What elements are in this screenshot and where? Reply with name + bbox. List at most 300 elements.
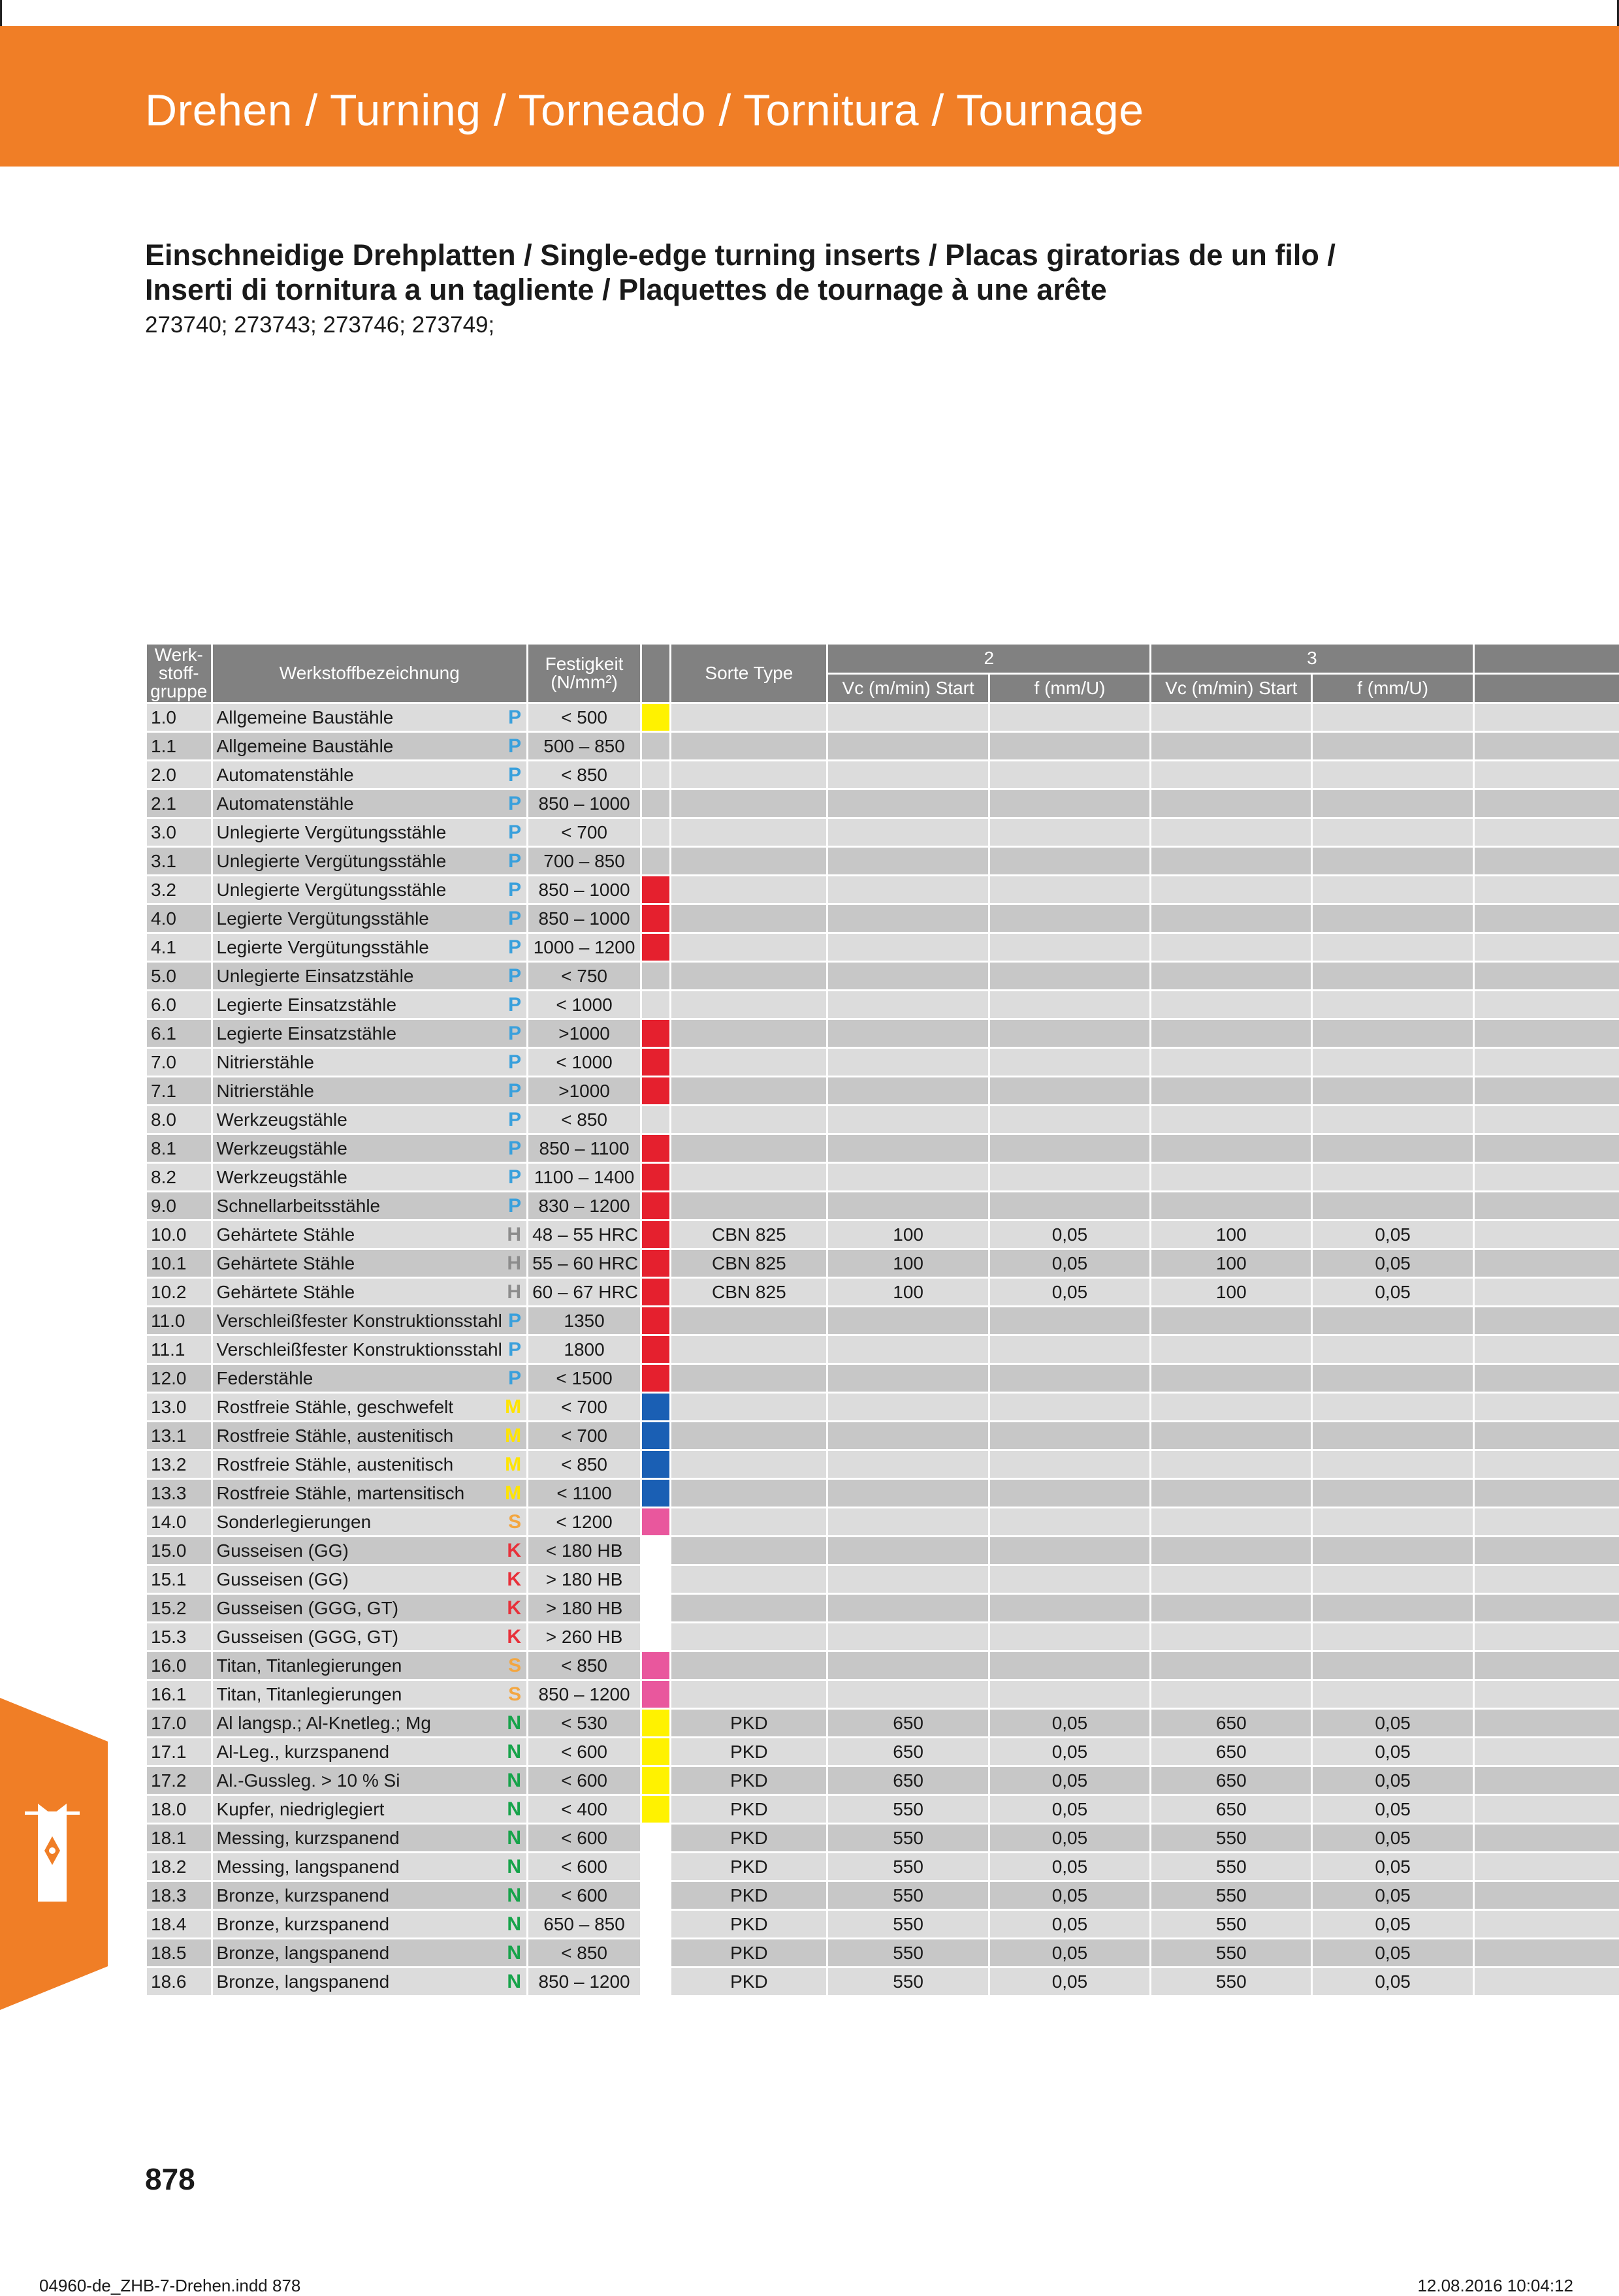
material-name: Gehärtete Stähle [216,1281,355,1302]
grade-cell: PKD [671,1939,826,1966]
material-group-cell: 18.5 [147,1939,211,1966]
feed-size3-cell: 0,05 [1313,1911,1472,1937]
strength-cell: 850 – 1200 [528,1681,640,1708]
strength-cell: 650 – 850 [528,1911,640,1937]
header-vc-2: Vc (m/min) Start [828,675,987,703]
feed-size2-cell: 0,05 [990,1710,1149,1736]
grade-cell [671,1106,826,1133]
material-name-cell [213,819,527,846]
grade-cell [671,1020,826,1047]
material-color-marker [642,1911,669,1937]
grade-cell [671,1422,826,1449]
material-group-cell: 14.0 [147,1508,211,1535]
vc-size3-cell [1151,1365,1311,1392]
table-row [147,1365,1619,1392]
table-row [147,1508,1619,1535]
iso-group-letter: M [505,1395,522,1418]
strength-cell: < 180 HB [528,1537,640,1564]
material-name: Unlegierte Vergütungsstähle [216,879,447,900]
feed-size2-cell [990,819,1149,846]
grade-cell [671,1336,826,1363]
vc-size3-cell [1151,1164,1311,1190]
feed-size2-cell: 0,05 [990,1738,1149,1765]
material-name-cell [213,1480,527,1507]
vc-size2-cell [828,1020,987,1047]
header-empty [1475,645,1619,673]
table-row [147,1221,1619,1248]
material-group-cell: 11.0 [147,1307,211,1334]
empty-cell [1475,1451,1619,1478]
feed-size2-cell [990,1336,1149,1363]
vc-size2-cell [828,963,987,989]
strength-cell: < 600 [528,1882,640,1909]
material-color-marker [642,991,669,1018]
strength-cell: 1100 – 1400 [528,1164,640,1190]
empty-cell [1475,1623,1619,1650]
page-number: 878 [145,2162,195,2196]
material-color-marker [642,876,669,903]
feed-size3-cell [1313,733,1472,759]
material-color-marker [642,1537,669,1564]
table-body [147,704,1619,1995]
iso-group-letter: P [508,1338,522,1360]
strength-cell: < 700 [528,1422,640,1449]
material-group-cell: 8.0 [147,1106,211,1133]
grade-cell [671,1135,826,1162]
material-group-cell: 7.0 [147,1049,211,1076]
iso-group-letter: S [508,1683,522,1705]
empty-cell [1475,1020,1619,1047]
feed-size2-cell [990,1422,1149,1449]
crop-mark-left [0,0,2,26]
empty-cell [1475,1307,1619,1334]
empty-cell [1475,1480,1619,1507]
iso-group-letter: H [507,1223,522,1245]
material-color-marker [642,1135,669,1162]
material-name: Gusseisen (GG) [216,1569,349,1589]
feed-size3-cell [1313,1049,1472,1076]
feed-size2-cell [990,876,1149,903]
grade-cell [671,790,826,817]
material-color-marker [642,1365,669,1392]
material-name: Gehärtete Stähle [216,1252,355,1273]
material-group-cell: 15.2 [147,1595,211,1621]
table-row [147,1968,1619,1995]
feed-size2-cell [990,1049,1149,1076]
material-name: Verschleißfester Konstruktionsstahl [216,1339,502,1360]
material-color-marker [642,1020,669,1047]
feed-size3-cell [1313,1595,1472,1621]
grade-cell [671,963,826,989]
grade-cell [671,1595,826,1621]
feed-size2-cell: 0,05 [990,1279,1149,1305]
vc-size3-cell: 650 [1151,1767,1311,1794]
table-row [147,1250,1619,1277]
vc-size2-cell [828,1623,987,1650]
feed-size3-cell [1313,1307,1472,1334]
empty-cell [1475,819,1619,846]
material-name-cell [213,1508,527,1535]
material-group-cell: 18.4 [147,1911,211,1937]
feed-size3-cell [1313,1422,1472,1449]
material-group-cell: 5.0 [147,963,211,989]
material-name: Gusseisen (GGG, GT) [216,1626,399,1647]
material-color-marker [642,1221,669,1248]
material-group-cell: 7.1 [147,1077,211,1104]
material-color-marker [642,1307,669,1334]
material-name: Bronze, kurzspanend [216,1913,390,1934]
table-row [147,1681,1619,1708]
material-name: Federstähle [216,1367,313,1388]
empty-cell [1475,1508,1619,1535]
iso-group-letter: N [507,1970,522,1992]
empty-cell [1475,790,1619,817]
vc-size2-cell [828,934,987,961]
material-name: Allgemeine Baustähle [216,707,394,727]
table-row [147,1595,1619,1621]
material-group-cell: 2.1 [147,790,211,817]
iso-group-letter: K [507,1568,522,1590]
iso-group-letter: P [508,1194,522,1217]
table-row [147,1652,1619,1679]
material-name-cell [213,1623,527,1650]
feed-size2-cell [990,761,1149,788]
material-group-cell: 17.0 [147,1710,211,1736]
material-group-cell: 15.0 [147,1537,211,1564]
table-row [147,1710,1619,1736]
header-empty-2 [1475,675,1619,703]
table-row [147,1738,1619,1765]
table-row [147,848,1619,874]
table-row [147,733,1619,759]
feed-size3-cell [1313,1394,1472,1420]
iso-group-letter: P [508,735,522,757]
table-row [147,790,1619,817]
vc-size2-cell [828,1135,987,1162]
feed-size3-cell [1313,963,1472,989]
feed-size2-cell [990,1451,1149,1478]
material-name-cell [213,1796,527,1823]
iso-group-letter: P [508,1166,522,1188]
table-row [147,1451,1619,1478]
material-name-cell [213,1135,527,1162]
empty-cell [1475,1767,1619,1794]
feed-size3-cell [1313,1192,1472,1219]
table-row [147,1077,1619,1104]
material-name-cell [213,848,527,874]
vc-size2-cell [828,704,987,731]
table-row [147,1135,1619,1162]
material-name-cell [213,1911,527,1937]
material-color-marker [642,1422,669,1449]
strength-cell: > 180 HB [528,1566,640,1593]
vc-size2-cell [828,1106,987,1133]
table-row [147,1394,1619,1420]
header-f-3: f (mm/U) [1313,675,1472,703]
vc-size2-cell: 550 [828,1968,987,1995]
vc-size3-cell [1151,905,1311,932]
material-name: Messing, langspanend [216,1856,400,1877]
material-name: Automatenstähle [216,764,354,785]
vc-size2-cell: 550 [828,1882,987,1909]
table-row [147,1825,1619,1851]
material-name-cell [213,963,527,989]
subtitle-line-2: Inserti di tornitura a un tagliente / Plaquettes de tournage à une arête [145,273,1107,306]
header-grade: Sorte Type [671,645,826,702]
table-row [147,934,1619,961]
vc-size2-cell [828,790,987,817]
feed-size2-cell [990,1106,1149,1133]
table-row [147,1939,1619,1966]
table-row [147,1623,1619,1650]
material-color-marker [642,1049,669,1076]
material-name: Titan, Titanlegierungen [216,1655,402,1676]
cutting-data-table [145,643,1619,1997]
material-name-cell [213,1020,527,1047]
strength-cell: < 700 [528,819,640,846]
grade-cell [671,1451,826,1478]
iso-group-letter: K [507,1625,522,1648]
vc-size3-cell [1151,1451,1311,1478]
material-name: Al.-Gussleg. > 10 % Si [216,1770,400,1791]
feed-size2-cell: 0,05 [990,1939,1149,1966]
feed-size2-cell [990,790,1149,817]
feed-size2-cell: 0,05 [990,1825,1149,1851]
material-group-cell: 4.1 [147,934,211,961]
material-name: Rostfreie Stähle, martensitisch [216,1482,465,1503]
feed-size2-cell [990,1623,1149,1650]
material-color-marker [642,1853,669,1880]
strength-cell: >1000 [528,1020,640,1047]
material-name: Gehärtete Stähle [216,1224,355,1245]
table-row [147,1279,1619,1305]
vc-size3-cell [1151,1508,1311,1535]
material-name-cell [213,704,527,731]
feed-size3-cell [1313,1681,1472,1708]
feed-size3-cell: 0,05 [1313,1882,1472,1909]
material-color-marker [642,905,669,932]
vc-size3-cell [1151,1566,1311,1593]
vc-size2-cell: 100 [828,1279,987,1305]
vc-size3-cell [1151,963,1311,989]
material-name: Nitrierstähle [216,1080,314,1101]
feed-size3-cell [1313,1365,1472,1392]
table-row [147,704,1619,731]
material-name-cell [213,1537,527,1564]
material-name: Unlegierte Einsatzstähle [216,965,414,986]
vc-size3-cell: 100 [1151,1221,1311,1248]
header-size-2: 2 [828,645,1149,673]
iso-group-letter: P [508,1108,522,1130]
material-name-cell [213,1422,527,1449]
strength-cell: 700 – 850 [528,848,640,874]
material-color-marker [642,1336,669,1363]
iso-group-letter: P [508,907,522,929]
feed-size2-cell [990,1566,1149,1593]
vc-size2-cell: 550 [828,1939,987,1966]
header-size-3: 3 [1151,645,1473,673]
vc-size2-cell [828,1652,987,1679]
table-row [147,876,1619,903]
iso-group-letter: S [508,1510,522,1533]
iso-group-letter: N [507,1769,522,1791]
grade-cell: CBN 825 [671,1221,826,1248]
material-group-cell: 10.0 [147,1221,211,1248]
iso-group-letter: K [507,1597,522,1619]
empty-cell [1475,1106,1619,1133]
material-name-cell [213,790,527,817]
strength-cell: 1350 [528,1307,640,1334]
vc-size3-cell [1151,848,1311,874]
feed-size2-cell [990,905,1149,932]
vc-size3-cell: 550 [1151,1825,1311,1851]
material-color-marker [642,963,669,989]
strength-cell: < 850 [528,761,640,788]
vc-size2-cell [828,1077,987,1104]
feed-size3-cell [1313,704,1472,731]
header-material-designation: Werkstoffbezeichnung [213,645,527,702]
material-name: Unlegierte Vergütungsstähle [216,821,447,842]
material-name-cell [213,876,527,903]
strength-cell: < 850 [528,1939,640,1966]
material-color-marker [642,1394,669,1420]
feed-size2-cell [990,1307,1149,1334]
table-row [147,1796,1619,1823]
material-color-marker [642,1681,669,1708]
material-name: Rostfreie Stähle, austenitisch [216,1425,454,1446]
feed-size3-cell [1313,819,1472,846]
feed-size3-cell [1313,934,1472,961]
vc-size2-cell [828,1508,987,1535]
grade-cell: PKD [671,1853,826,1880]
grade-cell [671,1480,826,1507]
empty-cell [1475,1939,1619,1966]
iso-group-letter: N [507,1740,522,1762]
grade-cell [671,1537,826,1564]
material-name: Schnellarbeitsstähle [216,1195,381,1216]
empty-cell [1475,1681,1619,1708]
table-row [147,1767,1619,1794]
feed-size3-cell: 0,05 [1313,1221,1472,1248]
material-name: Rostfreie Stähle, geschwefelt [216,1396,454,1417]
material-group-cell: 3.2 [147,876,211,903]
vc-size3-cell [1151,1336,1311,1363]
empty-cell [1475,1422,1619,1449]
material-group-cell: 11.1 [147,1336,211,1363]
empty-cell [1475,934,1619,961]
material-group-cell: 16.1 [147,1681,211,1708]
strength-cell: 830 – 1200 [528,1192,640,1219]
section-subtitle [145,238,1516,307]
empty-cell [1475,1336,1619,1363]
material-color-marker [642,1623,669,1650]
empty-cell [1475,1365,1619,1392]
material-group-cell: 15.1 [147,1566,211,1593]
feed-size2-cell [990,704,1149,731]
material-color-marker [642,1077,669,1104]
iso-group-letter: P [508,763,522,786]
material-name: Legierte Einsatzstähle [216,1023,397,1044]
feed-size3-cell [1313,905,1472,932]
table-row [147,1422,1619,1449]
material-group-cell: 4.0 [147,905,211,932]
material-name: Legierte Einsatzstähle [216,994,397,1015]
material-name-cell [213,1077,527,1104]
material-name-cell [213,991,527,1018]
material-color-marker [642,1738,669,1765]
feed-size2-cell [990,1077,1149,1104]
vc-size2-cell [828,1566,987,1593]
strength-cell: 55 – 60 HRC [528,1250,640,1277]
empty-cell [1475,1882,1619,1909]
material-name-cell [213,733,527,759]
empty-cell [1475,991,1619,1018]
vc-size3-cell [1151,733,1311,759]
material-name: Verschleißfester Konstruktionsstahl [216,1310,502,1331]
material-color-marker [642,1796,669,1823]
table-row [147,1566,1619,1593]
iso-group-letter: N [507,1855,522,1877]
empty-cell [1475,1796,1619,1823]
strength-cell: < 750 [528,963,640,989]
feed-size2-cell [990,1595,1149,1621]
empty-cell [1475,1738,1619,1765]
vc-size3-cell: 650 [1151,1710,1311,1736]
iso-group-letter: K [507,1539,522,1561]
vc-size3-cell [1151,1595,1311,1621]
feed-size2-cell: 0,05 [990,1853,1149,1880]
subtitle-line-1: Einschneidige Drehplatten / Single-edge turning inserts / Placas giratorias de un filo / [145,238,1336,272]
strength-cell: >1000 [528,1077,640,1104]
strength-cell: 1800 [528,1336,640,1363]
material-name: Kupfer, niedriglegiert [216,1798,385,1819]
material-group-cell: 8.1 [147,1135,211,1162]
iso-group-letter: P [508,706,522,728]
iso-group-letter: P [508,936,522,958]
vc-size3-cell: 650 [1151,1796,1311,1823]
empty-cell [1475,848,1619,874]
table-row [147,963,1619,989]
strength-cell: < 850 [528,1106,640,1133]
grade-cell [671,1192,826,1219]
empty-cell [1475,1853,1619,1880]
strength-cell: < 1100 [528,1480,640,1507]
feed-size2-cell [990,1164,1149,1190]
empty-cell [1475,1049,1619,1076]
material-name-cell [213,1164,527,1190]
grade-cell: CBN 825 [671,1279,826,1305]
vc-size3-cell [1151,991,1311,1018]
material-color-marker [642,1566,669,1593]
material-name: Werkzeugstähle [216,1166,347,1187]
strength-cell: < 700 [528,1394,640,1420]
material-color-marker [642,1825,669,1851]
material-group-cell: 17.2 [147,1767,211,1794]
iso-group-letter: M [505,1482,522,1504]
empty-cell [1475,905,1619,932]
feed-size2-cell [990,1681,1149,1708]
material-name-cell [213,761,527,788]
vc-size3-cell: 550 [1151,1968,1311,1995]
material-name-cell [213,1451,527,1478]
strength-cell: 850 – 1100 [528,1135,640,1162]
material-name: Gusseisen (GGG, GT) [216,1597,399,1618]
material-name-cell [213,1250,527,1277]
material-group-cell: 8.2 [147,1164,211,1190]
feed-size2-cell: 0,05 [990,1882,1149,1909]
iso-group-letter: P [508,1079,522,1102]
grade-cell: PKD [671,1767,826,1794]
